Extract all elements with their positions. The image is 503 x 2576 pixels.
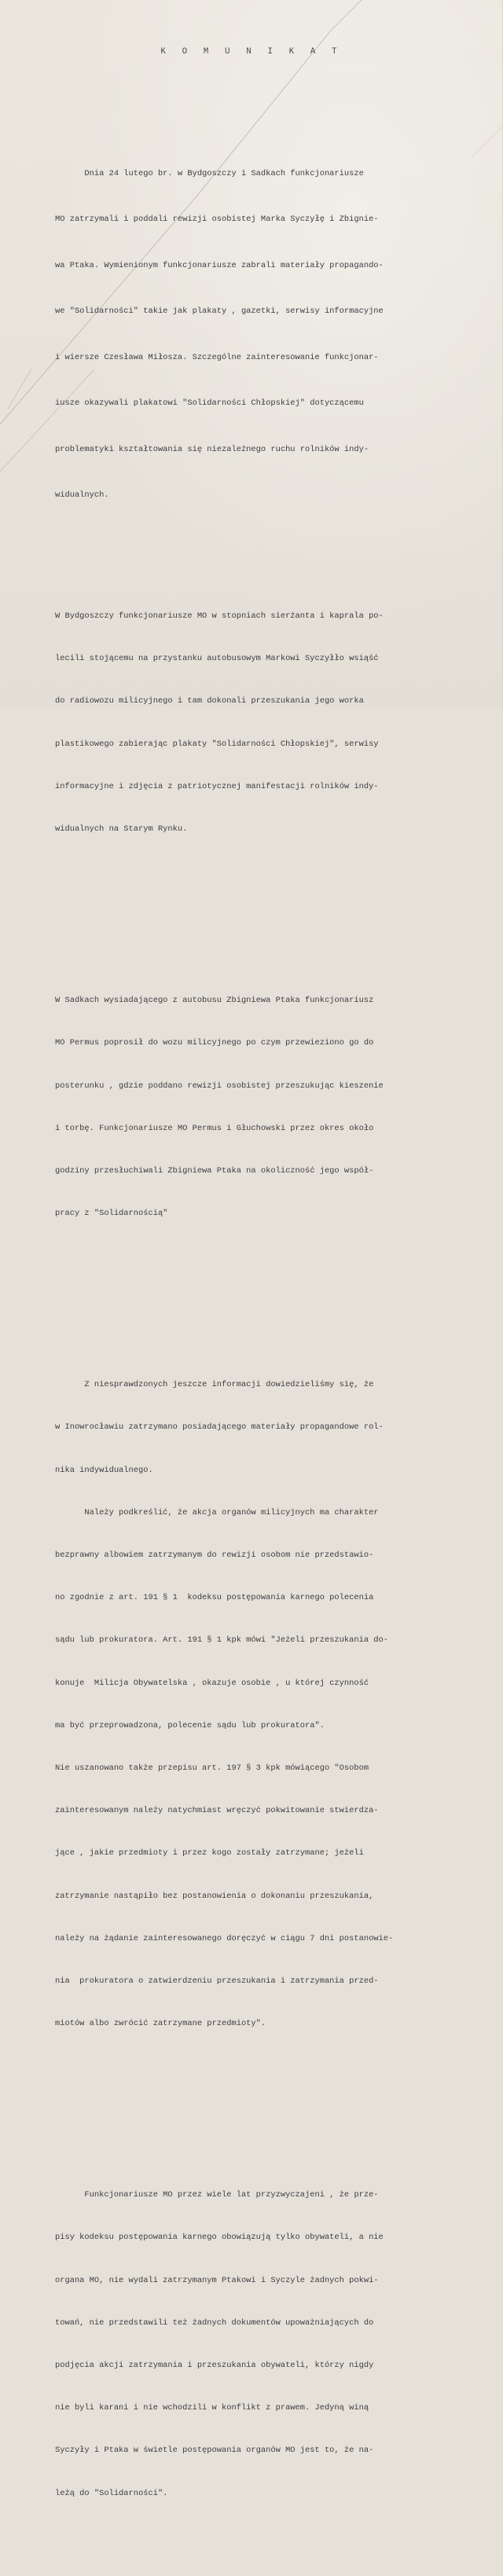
text-line: pisy kodeksu postępowania karnego obowiązują tylko obywateli, a nie — [55, 2233, 384, 2243]
text-line: nie byli karani i nie wchodzili w konflikt z prawem. Jedyną winą — [55, 2403, 369, 2413]
paragraph — [55, 2159, 495, 2530]
text-line: Dnia 24 lutego br. w Bydgoszczy i Sadkach funkcjonariusze — [55, 168, 364, 178]
text-line: nia prokuratora o zatwierdzeniu przeszukania i zatrzymania przed- — [55, 1976, 379, 1986]
text-line: widualnych. — [55, 490, 109, 500]
text-line: widualnych na Starym Rynku. — [55, 824, 188, 834]
text-line: do radiowozu milicyjnego i tam dokonali przeszukania jego worka — [55, 696, 364, 706]
text-line: Funkcjonariusze MO przez wiele lat przyzwyczajeni , że prze- — [55, 2190, 379, 2200]
text-line: Nie uszanowano także przepisu art. 197 § 3 kpk mówiącego "Osobom — [55, 1763, 369, 1773]
document-title: K O M U N I K A T — [160, 47, 343, 57]
text-line: bezprawny albowiem zatrzymanym do rewizji osobom nie przedstawio- — [55, 1550, 374, 1560]
text-line: miotów albo zwrócić zatrzymane przedmioty". — [55, 2019, 266, 2029]
paragraph — [55, 964, 495, 1250]
paragraph — [55, 1349, 495, 2060]
paragraph-gap — [55, 1297, 495, 1303]
text-line: informacyjne i zdjęcia z patriotycznej manifestacji rolników indy- — [55, 781, 379, 791]
text-line: Z niesprawdzonych jeszcze informacji dowiedzieliśmy się, że — [55, 1380, 374, 1390]
text-line: iusze okazywali plakatowi "Solidarności Chłopskiej" dotyczącemu — [55, 398, 364, 408]
document-body — [55, 90, 495, 2576]
text-line: Syczyły i Ptaka w świetle postępowania organów MO jest to, że na- — [55, 2446, 374, 2456]
text-line: posterunku , gdzie poddano rewizji osobistej przeszukując kieszenie — [55, 1081, 384, 1091]
text-line: lecili stojącemu na przystanku autobusowym Markowi Syczyłło wsiąść — [55, 654, 379, 664]
text-line: godziny przesłuchiwali Zbigniewa Ptaka na okoliczność jego współ- — [55, 1165, 374, 1176]
text-line: MO Permus poprosił do wozu milicyjnego po czym przewieziono go do — [55, 1038, 374, 1048]
text-line: organa MO, nie wydali zatrzymanym Ptakowi i Syczyle żadnych pokwi- — [55, 2275, 379, 2285]
text-line: MO zatrzymali i poddali rewizji osobistej Marka Syczyłę i Zbignie- — [55, 215, 379, 224]
text-line: sądu lub prokuratora. Art. 191 § 1 kpk mówi "Jeżeli przeszukania do- — [55, 1635, 389, 1646]
paragraph — [55, 136, 495, 534]
paragraph-gap — [55, 912, 495, 919]
text-line: leżą do "Solidarności". — [55, 2488, 168, 2498]
text-line: i torbę. Funkcjonariusze MO Permus i Głuchowski przez okres około — [55, 1123, 374, 1133]
text-line: ma być przeprowadzona, polecenie sądu lub prokuratora". — [55, 1720, 325, 1730]
text-line: zainteresowanym należy natychmiast wręczyć pokwitowanie stwierdza- — [55, 1806, 379, 1816]
text-line: jące , jakie przedmioty i przez kogo zostały zatrzymane; jeżeli — [55, 1848, 364, 1859]
text-line: i wiersze Czesława Miłosza. Szczególne zainteresowanie funkcjonar- — [55, 352, 379, 362]
text-line: plastikowego zabierając plakaty "Solidarności Chłopskiej", serwisy — [55, 739, 379, 749]
text-line: podjęcia akcji zatrzymania i przeszukania obywateli, którzy nigdy — [55, 2361, 374, 2370]
text-line: we "Solidarności" takie jak plakaty , gazetki, serwisy informacyjne — [55, 306, 384, 316]
text-line: konuje Milicja Obywatelska , okazuje osobie , u której czynność — [55, 1678, 369, 1688]
text-line: nika indywidualnego. — [55, 1465, 153, 1475]
text-line: w Inowrocławiu zatrzymano posiadającego materiały propagandowe rol- — [55, 1422, 384, 1433]
text-line: W Bydgoszczy funkcjonariusze MO w stopniach sierżanta i kaprala po- — [55, 611, 384, 621]
text-line: pracy z "Solidarnością" — [55, 1209, 168, 1219]
text-line: Należy podkreślić, że akcja organów milicyjnych ma charakter — [55, 1507, 379, 1517]
text-line: problematyki kształtowania się niezależnego ruchu rolników indy- — [55, 444, 369, 454]
text-line: zatrzymanie nastąpiło bez postanowienia o dokonaniu przeszukania, — [55, 1891, 374, 1901]
paragraph — [55, 580, 495, 866]
text-line: W Sadkach wysiadającego z autobusu Zbigniewa Ptaka funkcjonariusz — [55, 996, 374, 1006]
text-line: należy na żądanie zainteresowanego doręczyć w ciągu 7 dni postanowie- — [55, 1933, 394, 1943]
text-line: no zgodnie z art. 191 § 1 kodeksu postępowania karnego polecenia — [55, 1593, 374, 1603]
paragraph-gap — [55, 2107, 495, 2113]
text-line: wa Ptaka. Wymienionym funkcjonariusze zabrali materiały propagando- — [55, 260, 384, 270]
text-line: towań, nie przedstawili też żadnych dokumentów upoważniających do — [55, 2317, 374, 2328]
